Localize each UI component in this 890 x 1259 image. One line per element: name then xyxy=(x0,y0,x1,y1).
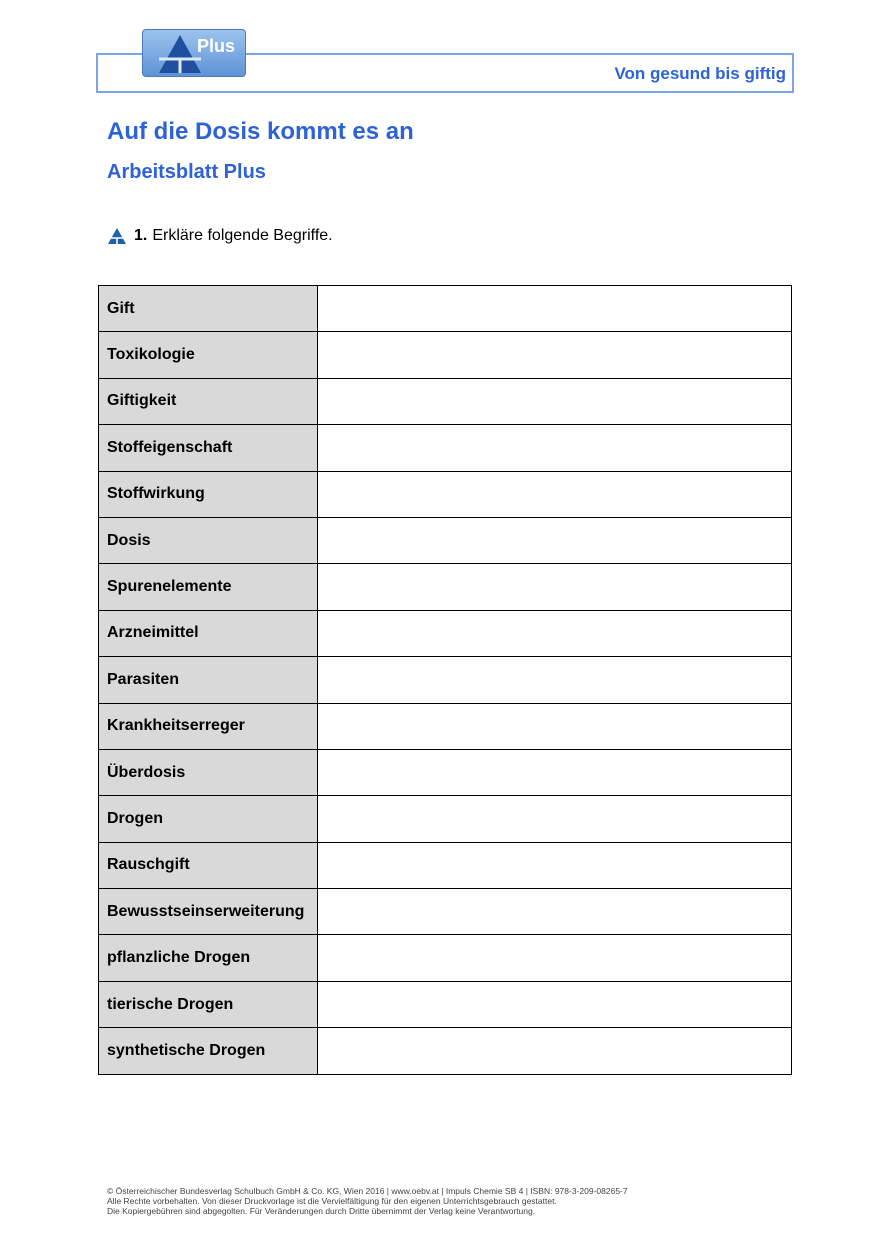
table-row xyxy=(99,981,792,1027)
answer-cell[interactable] xyxy=(318,286,792,332)
term-cell: Stoffeigenschaft xyxy=(99,425,318,471)
table-row xyxy=(99,471,792,517)
task-instruction xyxy=(107,227,333,245)
term-cell: Spurenelemente xyxy=(99,564,318,610)
answer-cell[interactable] xyxy=(318,471,792,517)
answer-cell[interactable] xyxy=(318,564,792,610)
logo-text: Plus xyxy=(197,36,236,56)
term-cell: Arzneimittel xyxy=(99,610,318,656)
term-cell: Stoffwirkung xyxy=(99,471,318,517)
answer-cell[interactable] xyxy=(318,842,792,888)
plus-logo xyxy=(142,29,246,77)
term-cell: Überdosis xyxy=(99,749,318,795)
footer xyxy=(107,1186,628,1216)
table-row xyxy=(99,1028,792,1074)
term-cell: Bewusstseinserweiterung xyxy=(99,889,318,935)
term-cell: Krankheitserreger xyxy=(99,703,318,749)
answer-cell[interactable] xyxy=(318,610,792,656)
footer-disclaimer: Die Kopiergebühren sind abgegolten. Für Veränderungen durch Dritte übernimmt der Verlag keine Verantwortung. xyxy=(107,1206,536,1216)
answer-cell[interactable] xyxy=(318,517,792,563)
table-row xyxy=(99,842,792,888)
answer-cell[interactable] xyxy=(318,425,792,471)
term-cell: Giftigkeit xyxy=(99,378,318,424)
term-cell: Drogen xyxy=(99,796,318,842)
table-row xyxy=(99,935,792,981)
term-cell: Parasiten xyxy=(99,657,318,703)
table-row xyxy=(99,332,792,378)
term-cell: Toxikologie xyxy=(99,332,318,378)
term-cell: pflanzliche Drogen xyxy=(99,935,318,981)
answer-cell[interactable] xyxy=(318,749,792,795)
answer-cell[interactable] xyxy=(318,796,792,842)
task-number: 1. xyxy=(134,227,148,244)
table-row xyxy=(99,425,792,471)
answer-cell[interactable] xyxy=(318,1028,792,1074)
table-row xyxy=(99,703,792,749)
table-row xyxy=(99,749,792,795)
table-row xyxy=(99,564,792,610)
answer-cell[interactable] xyxy=(318,332,792,378)
term-cell: tierische Drogen xyxy=(99,981,318,1027)
term-cell: Rauschgift xyxy=(99,842,318,888)
table-row xyxy=(99,796,792,842)
answer-cell[interactable] xyxy=(318,378,792,424)
table-row xyxy=(99,517,792,563)
answer-cell[interactable] xyxy=(318,703,792,749)
term-cell: Dosis xyxy=(99,517,318,563)
table-row xyxy=(99,657,792,703)
page-title: Auf die Dosis kommt es an xyxy=(107,118,414,145)
terms-table xyxy=(98,285,792,1075)
footer-rights: Alle Rechte vorbehalten. Von dieser Druckvorlage ist die Vervielfältigung für den eigenen Unterrichtsgebrauch gestattet. xyxy=(107,1196,557,1206)
answer-cell[interactable] xyxy=(318,981,792,1027)
table-row xyxy=(99,610,792,656)
answer-cell[interactable] xyxy=(318,889,792,935)
task-text: Erkläre folgende Begriffe. xyxy=(152,227,333,244)
answer-cell[interactable] xyxy=(318,935,792,981)
triangle-icon xyxy=(107,227,127,245)
table-row xyxy=(99,889,792,935)
page-subtitle: Arbeitsblatt Plus xyxy=(107,161,266,183)
term-cell: Gift xyxy=(99,286,318,332)
table-row xyxy=(99,286,792,332)
term-cell: synthetische Drogen xyxy=(99,1028,318,1074)
series-title: Von gesund bis giftig xyxy=(614,64,786,83)
answer-cell[interactable] xyxy=(318,657,792,703)
table-row xyxy=(99,378,792,424)
footer-copyright: © Österreichischer Bundesverlag Schulbuch GmbH & Co. KG, Wien 2016 | www.oebv.at | Impuls Chemie SB 4 | ISBN: 978-3-209-08265-7 xyxy=(107,1186,628,1196)
